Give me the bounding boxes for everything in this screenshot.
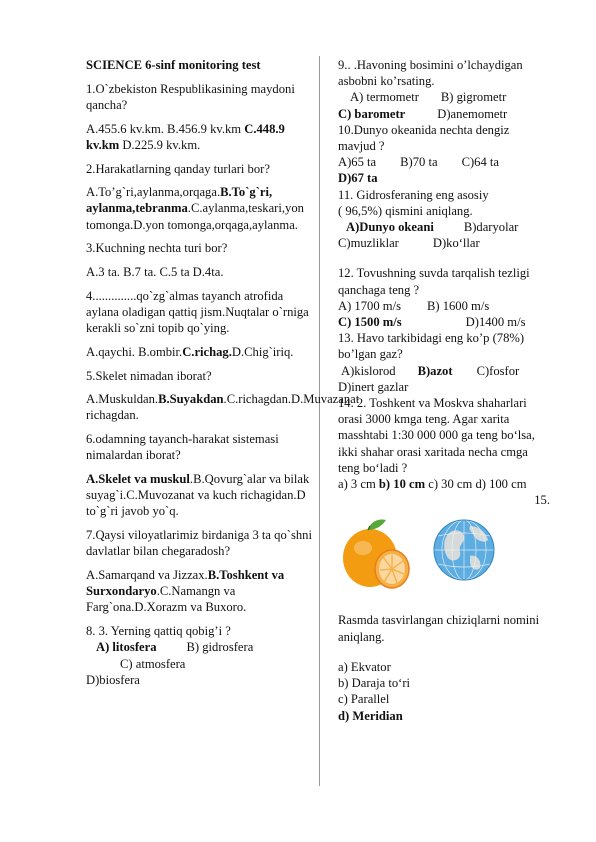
- q15-option-d: d) Meridian: [338, 708, 403, 723]
- left-paragraph: [86, 240, 314, 256]
- q15-option-c: c) Parallel: [338, 692, 390, 707]
- left-paragraph: [86, 344, 314, 360]
- text-segment: D.225.9 kv.km.: [119, 137, 201, 152]
- q13-option-c: C)fosfor: [476, 363, 520, 378]
- q10-option-a: A)65 ta: [338, 155, 377, 170]
- q14-option-b: b) 10 cm: [378, 477, 426, 492]
- q12-options-ab: [338, 298, 550, 314]
- text-segment: 6.odamning tayanch-harakat sistemasi nimalardan iborat?: [86, 432, 279, 463]
- q11-option-d: D)ko‘llar: [432, 236, 480, 251]
- q11-options-cd: [338, 235, 550, 251]
- q9-option-b: B) gigrometr: [440, 90, 507, 105]
- q14-text: 14. 2. Toshkent va Moskva shaharlari orasi 3000 kmga teng. Agar xarita masshtabi 1:30 000 000 ga teng bo‘lsa, ikki shahar orasi xaritada necha cmga teng bo‘ladi ?: [338, 396, 535, 475]
- orange-image: [340, 514, 412, 596]
- q13-text: 13. Havo tarkibidagi eng ko’p (78%) bo’lgan gaz?: [338, 331, 525, 362]
- q8-option-c: C) atmosfera: [120, 656, 186, 671]
- text-segment: .C.Namangn va Farg`ona.D.Xorazm va Buxoro.: [86, 584, 247, 615]
- q12-option-d: D)1400 m/s: [465, 315, 526, 330]
- q15-option-b: b) Daraja to‘ri: [338, 676, 411, 691]
- text-segment: A.455.6 kv.km. B.456.9 kv.km: [86, 121, 245, 136]
- test-title: [86, 57, 314, 73]
- q9-options-ab: [338, 89, 550, 105]
- q8-block: [86, 623, 314, 688]
- q11-option-c: C)muzliklar: [338, 236, 399, 251]
- q10-option-c: C)64 ta: [461, 155, 499, 170]
- q9-option-d: D)anemometr: [437, 106, 508, 121]
- q9-option-c: C) barometr: [338, 106, 406, 121]
- q14-option-rest: c) 30 cm d) 100 cm: [425, 477, 527, 492]
- text-segment: A.3 ta. B.7 ta. C.5 ta D.4ta.: [86, 265, 224, 280]
- q13-option-b: B)azot: [417, 363, 453, 378]
- text-segment: 2.Harakatlarning qanday turlari bor?: [86, 161, 270, 176]
- q8-option-a: A) litosfera: [96, 640, 157, 655]
- q12-options-cd: [338, 314, 550, 330]
- globe-image: [430, 514, 502, 586]
- right-column: [338, 57, 550, 724]
- q15-option-a: a) Ekvator: [338, 659, 391, 674]
- q15-number: 15.: [534, 493, 550, 508]
- q12-text: 12. Tovushning suvda tarqalish tezligi qanchaga teng ?: [338, 266, 530, 297]
- correct-answer: B.Suyakdan: [158, 392, 224, 407]
- left-paragraph: [86, 567, 314, 616]
- left-paragraph: [86, 527, 314, 559]
- q11-options-ab: [338, 219, 550, 235]
- q13-option-d: D)inert gazlar: [338, 379, 409, 394]
- q11-option-a: A)Dunyo okeani: [346, 220, 434, 235]
- q9-option-a: A) termometr: [350, 90, 419, 105]
- q13-option-a: A)kislorod: [341, 363, 396, 378]
- q15-text: Rasmda tasvirlangan chiziqlarni nomini aniqlang.: [338, 613, 540, 644]
- text-segment: 7.Qaysi viloyatlarimiz birdaniga 3 ta qo`shni davlatlar bilan chegaradosh?: [86, 528, 312, 559]
- text-segment: .B.Qovurg`alar va bilak suyag`i.C.Muvozanat va kuch richagidan.D to`g`ri javob yo`q.: [86, 472, 310, 519]
- left-paragraph: [86, 264, 314, 280]
- column-divider: [319, 56, 320, 786]
- left-paragraph: [86, 81, 314, 113]
- q8-title: 8. 3. Yerning qattiq qobig’i ?: [86, 624, 231, 639]
- correct-answer: A.Skelet va muskul: [86, 472, 190, 487]
- q10-option-d: D)67 ta: [338, 171, 378, 186]
- left-paragraph: [86, 431, 314, 463]
- q8-option-d: D)biosfera: [86, 672, 140, 687]
- text-segment: 4..............qo`zg`almas tayanch atrofida aylana oladigan qattiq jism.Nuqtalar o`rniga kerakli so`zni topib qo`ying.: [86, 288, 309, 336]
- text-segment: 5.Skelet nimadan iborat?: [86, 368, 212, 383]
- q10-option-b: B)70 ta: [400, 155, 438, 170]
- left-paragraph: [86, 184, 314, 233]
- q10-text: 10.Dunyo okeanida nechta dengiz mavjud ?: [338, 122, 510, 154]
- q10-options: [338, 154, 550, 170]
- q8-option-b: B) gidrosfera: [186, 640, 254, 655]
- q14-options: [338, 476, 550, 492]
- text-segment: .C.aylanma,teskari,yon tomonga.D.yon tomonga,orqaga,aylanma.: [86, 201, 304, 232]
- left-paragraph: [86, 391, 360, 423]
- correct-answer: C.448.9 kv.km: [86, 121, 285, 152]
- correct-answer: C.richag.: [182, 344, 232, 359]
- correct-answer: B.To`g`ri, aylanma,tebranma: [86, 185, 273, 216]
- q13-options: [338, 363, 550, 379]
- left-paragraph: [86, 161, 314, 177]
- text-segment: A.Samarqand va Jizzax.: [86, 568, 208, 583]
- q11-option-b: B)daryolar: [463, 220, 519, 235]
- left-paragraph: [86, 368, 314, 384]
- text-segment: D.Chig`iriq.: [231, 344, 294, 359]
- correct-answer: B.Toshkent va Surxondaryo: [86, 568, 285, 599]
- q15-pictures: [338, 514, 550, 598]
- left-paragraph: [86, 121, 314, 153]
- q11-line1: 11. Gidrosferaning eng asosiy: [338, 187, 489, 202]
- q12-option-c: C) 1500 m/s: [338, 315, 402, 330]
- q9-options-cd: [338, 106, 550, 122]
- q9-text: 9.. .Havoning bosimini o’lchaydigan asbobni ko’rsating.: [338, 58, 523, 89]
- left-paragraph: [86, 471, 314, 520]
- text-segment: .C.richagdan.D.Muvazanat richagdan.: [86, 392, 360, 423]
- text-segment: 1.O`zbekiston Respublikasining maydoni qancha?: [86, 81, 295, 112]
- correct-answer: SCIENCE 6-sinf monitoring test: [86, 58, 261, 72]
- left-paragraph: [86, 288, 314, 337]
- text-segment: 3.Kuchning nechta turi bor?: [86, 241, 228, 256]
- q12-option-b: B) 1600 m/s: [426, 298, 490, 313]
- q12-option-a: A) 1700 m/s: [338, 298, 401, 313]
- text-segment: A.Muskuldan.: [86, 392, 159, 407]
- text-segment: A.qaychi. B.ombir.: [86, 344, 183, 359]
- q11-line2: ( 96,5%) qismini aniqlang.: [338, 203, 473, 218]
- text-segment: A.To’g`ri,aylanma,orqaga.: [86, 185, 221, 200]
- q14-option-a: a) 3 cm: [338, 477, 379, 492]
